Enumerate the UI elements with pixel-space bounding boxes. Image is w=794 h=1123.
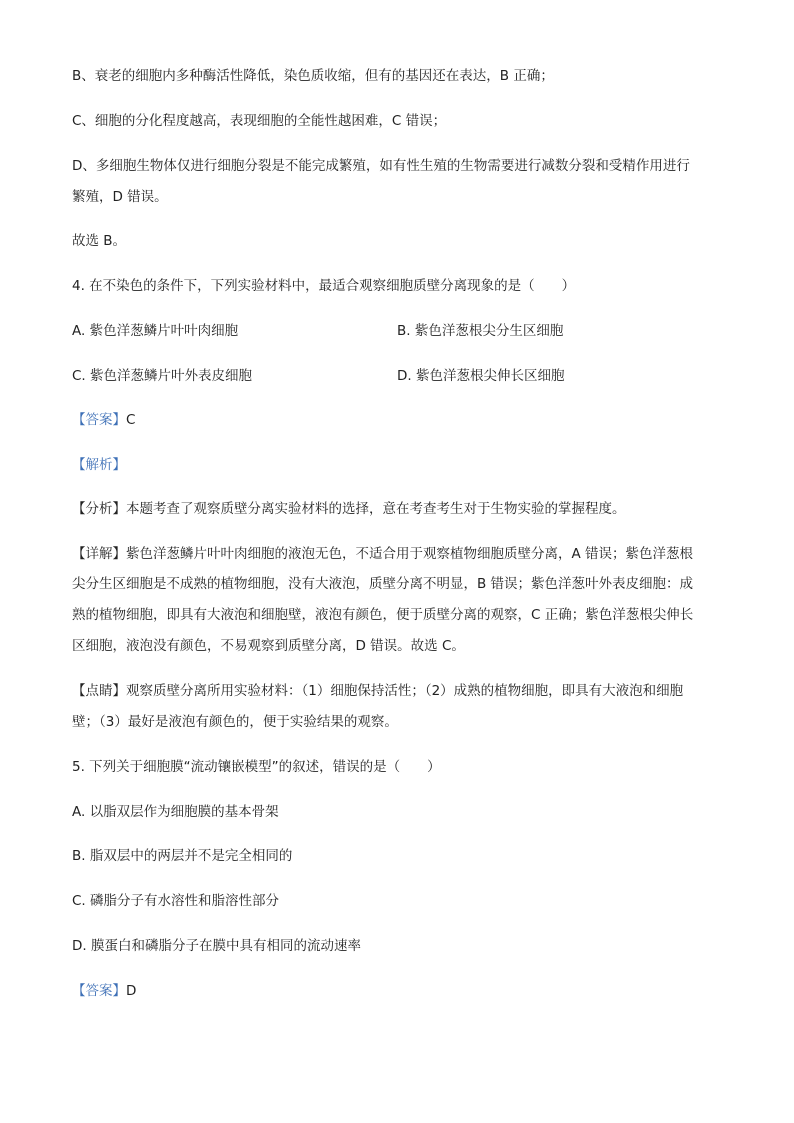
q4-answer — [72, 410, 135, 430]
q4-dianjing-line2: 壁；（3）最好是液泡有颜色的，便于实验结果的观察。 — [72, 714, 398, 730]
q4-xiangjie-line4: 区细胞，液泡没有颜色，不易观察到质壁分离，D 错误。故选 C。 — [72, 638, 465, 654]
q5-stem: 5. 下列关于细胞膜“流动镶嵌模型”的叙述，错误的是（ ） — [72, 759, 441, 775]
q5-option-d: D. 膜蛋白和磷脂分子在膜中具有相同的流动速率 — [72, 938, 361, 954]
analysis-tag: 【解析】 — [72, 457, 126, 473]
q4-option-d: D. 紫色洋葱根尖伸长区细胞 — [397, 368, 565, 384]
q5-option-c: C. 磷脂分子有水溶性和脂溶性部分 — [72, 893, 280, 909]
fenxi-tag: 【分析】 — [72, 501, 126, 517]
q4-option-c: C. 紫色洋葱鳞片叶外表皮细胞 — [72, 368, 253, 384]
fenxi-text: 本题考查了观察质壁分离实验材料的选择，意在考查考生对于生物实验的掌握程度。 — [126, 501, 626, 517]
q4-fenxi — [72, 499, 626, 519]
xiangjie-tag: 【详解】 — [72, 546, 126, 562]
q5-option-b: B. 脂双层中的两层并不是完全相同的 — [72, 848, 293, 864]
dianjing-tag: 【点睛】 — [72, 683, 126, 699]
q3-option-d-explanation-line1: D、多细胞生物体仅进行细胞分裂是不能完成繁殖，如有性生殖的生物需要进行减数分裂和受精作用进行 — [72, 158, 690, 174]
q3-conclusion: 故选 B。 — [72, 233, 127, 249]
q4-analysis-heading — [72, 455, 126, 475]
answer-value: C — [126, 412, 136, 428]
q4-xiangjie-line3: 熟的植物细胞，即具有大液泡和细胞壁，液泡有颜色，便于质壁分离的观察，C 正确；紫色洋葱根尖伸长 — [72, 607, 694, 623]
q3-option-d-explanation-line2: 繁殖，D 错误。 — [72, 189, 168, 205]
answer-value: D — [126, 983, 137, 999]
xiangjie-text: 紫色洋葱鳞片叶叶肉细胞的液泡无色，不适合用于观察植物细胞质壁分离，A 错误；紫色洋葱根 — [126, 546, 694, 562]
q4-stem: 4. 在不染色的条件下，下列实验材料中，最适合观察细胞质壁分离现象的是（ ） — [72, 278, 576, 294]
q5-answer — [72, 981, 136, 1001]
q4-option-a: A. 紫色洋葱鳞片叶叶肉细胞 — [72, 323, 239, 339]
q4-xiangjie-line1 — [72, 544, 693, 564]
q3-option-c-explanation: C、细胞的分化程度越高，表现细胞的全能性越困难，C 错误； — [72, 113, 447, 129]
dianjing-text: 观察质壁分离所用实验材料：（1）细胞保持活性；（2）成熟的植物细胞，即具有大液泡和细胞 — [126, 683, 684, 699]
q4-xiangjie-line2: 尖分生区细胞是不成熟的植物细胞，没有大液泡，质壁分离不明显，B 错误；紫色洋葱叶外表皮细胞：成 — [72, 576, 694, 592]
q3-option-b-explanation: B、衰老的细胞内多种酶活性降低，染色质收缩，但有的基因还在表达，B 正确； — [72, 68, 554, 84]
answer-tag: 【答案】 — [72, 983, 126, 999]
q4-option-b: B. 紫色洋葱根尖分生区细胞 — [397, 323, 564, 339]
q5-option-a: A. 以脂双层作为细胞膜的基本骨架 — [72, 804, 279, 820]
q4-dianjing-line1 — [72, 681, 683, 701]
answer-tag: 【答案】 — [72, 412, 126, 428]
